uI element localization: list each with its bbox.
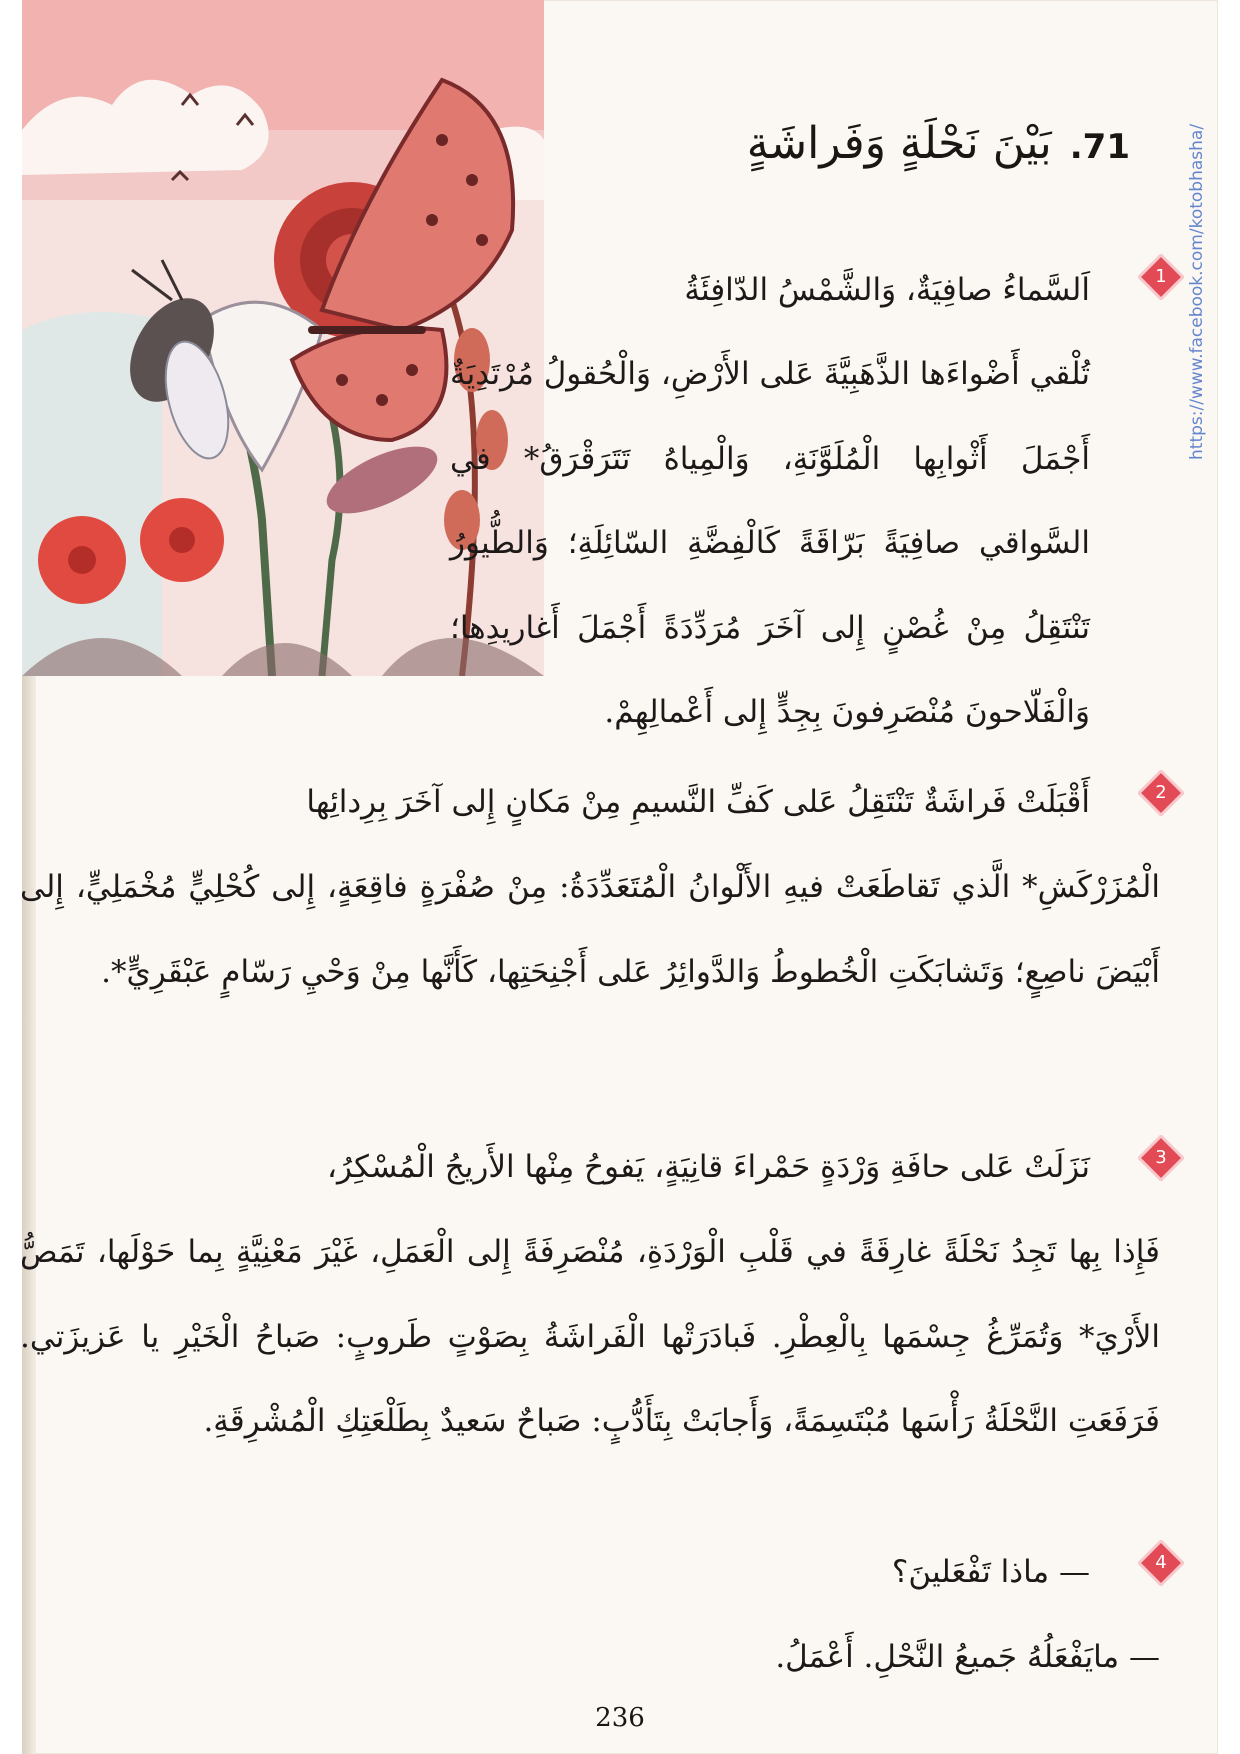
- lesson-number: 71.: [1069, 127, 1130, 167]
- dialogue-line-1: — ماذا تَفْعَلينَ؟: [891, 1554, 1090, 1590]
- lesson-title: [747, 118, 1130, 169]
- paragraph-marker-3: [1138, 1135, 1184, 1181]
- marker-number: 3: [1155, 1147, 1167, 1168]
- paragraph-2-body: الْمُزَرْكَشِ* الَّذي تَقاطَعَتْ فيهِ الأَلْوانُ الْمُتَعَدِّدَةُ: مِنْ صُفْرَةٍ فاقِعَةٍ، إِلى كُحْلِيٍّ مُخْمَلِيٍّ، إِلى أَبْيَضَ ناصِعٍ؛ وَتَشابَكَتِ الْخُطوطُ وَالدَّوائِرُ عَلى أَجْنِحَتِها، كَأَنَّها مِنْ وَحْيِ رَسّامٍ عَبْقَرِيٍّ*.: [20, 869, 1160, 990]
- paragraph-1-body: تُلْقي أَضْواءَها الذَّهَبِيَّةَ عَلى الأَرْضِ، وَالْحُقولُ مُرْتَدِيَةٌ أَجْمَلَ أَثْوابِها الْمُلَوَّنَةِ، وَالْمِياهُ تَتَرَقْرَقُ* في السَّواقي صافِيَةً بَرّاقَةً كَالْفِضَّةِ السّائِلَةِ؛ وَالطُّيورُ تَنْتَقِلُ مِنْ غُصْنٍ إِلى آخَرَ مُرَدِّدَةً أَجْمَلَ أَغاريدِها؛ وَالْفَلّاحونَ مُنْصَرِفونَ بِجِدٍّ إِلى أَعْمالِهِمْ.: [450, 356, 1090, 730]
- paragraph-1-first-line: اَلسَّماءُ صافِيَةٌ، وَالشَّمْسُ الدّافِئَةُ: [684, 272, 1090, 308]
- paragraph-3-first-line: نَزَلَتْ عَلى حافَةِ وَرْدَةٍ حَمْراءَ قانِيَةٍ، يَفوحُ مِنْها الأَريجُ الْمُسْكِرُ،: [327, 1149, 1090, 1185]
- marker-number: 4: [1155, 1552, 1167, 1573]
- marker-number: 2: [1155, 782, 1167, 803]
- lesson-title-text: بَيْنَ نَحْلَةٍ وَفَراشَةٍ: [746, 118, 1052, 169]
- paragraph-2-first-line: أَقْبَلَتْ فَراشَةٌ تَنْتَقِلُ عَلى كَفِّ النَّسيمِ مِنْ مَكانٍ إِلى آخَرَ بِرِدائِها: [306, 784, 1090, 820]
- watermark-url: https://www.facebook.com/kotobhasha/: [1187, 123, 1207, 460]
- paragraph-3-body: فَإِذا بِها تَجِدُ نَحْلَةً غارِقَةً في قَلْبِ الْوَرْدَةِ، مُنْصَرِفَةً إِلى الْعَمَلِ، غَيْرَ مَعْنِيَّةٍ بِما حَوْلَها، تَمَصُّ الأَرْيَ* وَتُمَرِّغُ جِسْمَها بِالْعِطْرِ. فَبادَرَتْها الْفَراشَةُ بِصَوْتٍ طَروبٍ: صَباحُ الْخَيْرِ يا عَزيزَتي. فَرَفَعَتِ النَّحْلَةُ رَأْسَها مُبْتَسِمَةً، وَأَجابَتْ بِتَأَدُّبٍ: صَباحٌ سَعيدٌ بِطَلْعَتِكِ الْمُشْرِقَةِ.: [20, 1234, 1160, 1439]
- paragraph-marker-2: [1138, 770, 1184, 816]
- marker-number: 1: [1155, 266, 1167, 287]
- paragraph-marker-4: [1138, 1540, 1184, 1586]
- dialogue-line-2: — مايَفْعَلُهُ جَميعُ النَّحْلِ. أَعْمَلُ.: [775, 1639, 1160, 1675]
- page-number: 236: [595, 1703, 645, 1733]
- paragraph-marker-1: [1138, 254, 1184, 300]
